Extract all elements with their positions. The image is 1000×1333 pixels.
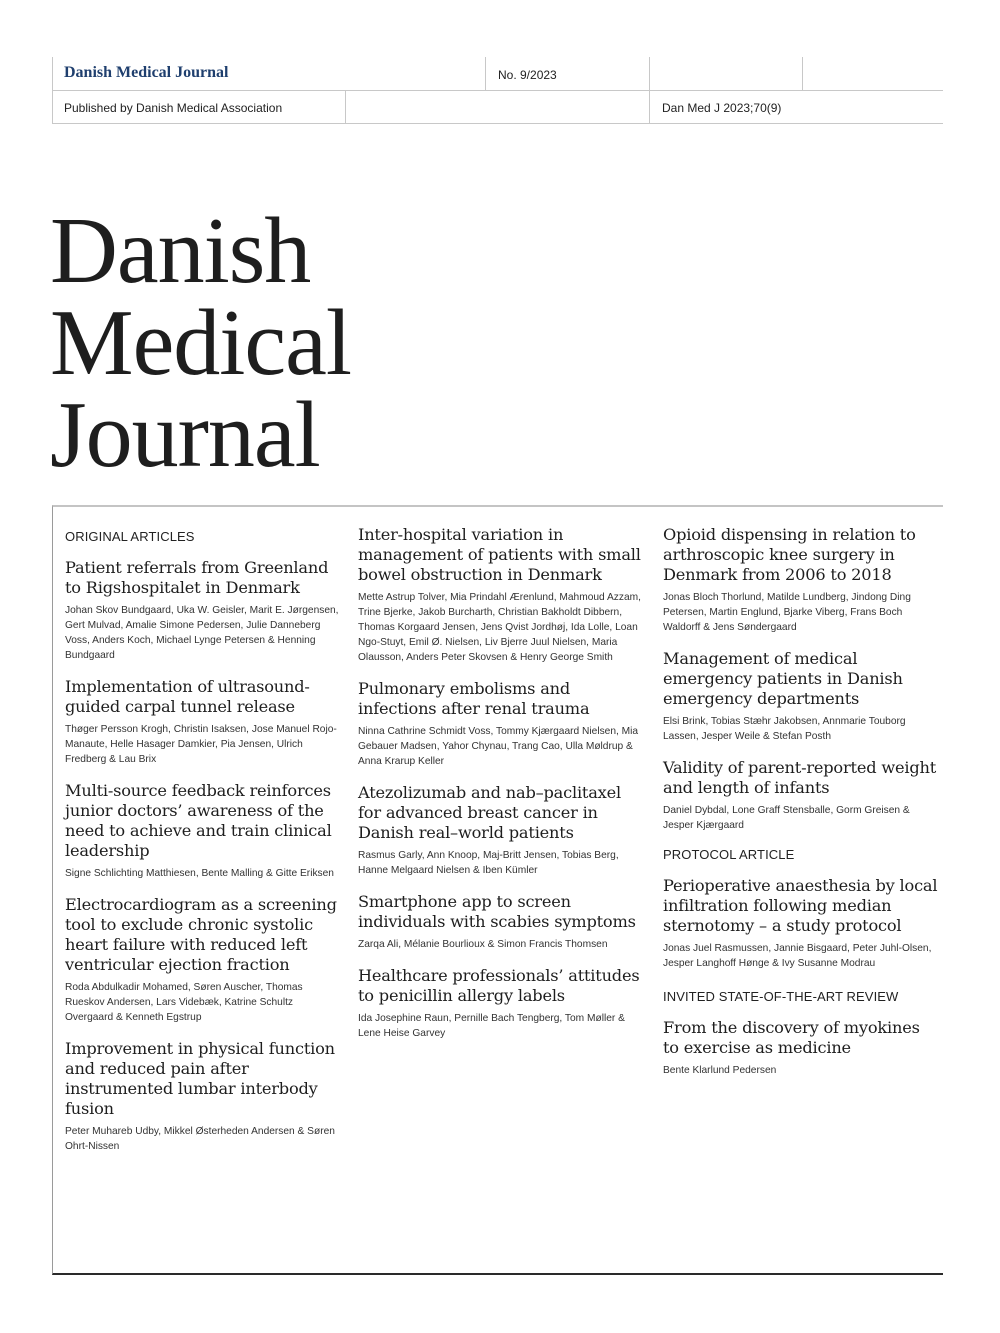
article-authors: Jonas Juel Rasmussen, Jannie Bisgaard, Peter Juhl-Olsen, Jesper Langhoff Hønge & Ivy Susanne Modrau xyxy=(663,943,932,969)
toc-column-1 xyxy=(65,521,340,1168)
article-title[interactable]: Electrocardiogram as a screening tool to exclude chronic systolic heart failure with reduced left ventricular ejection fraction xyxy=(65,895,337,974)
masthead-line: Journal xyxy=(50,383,320,487)
article-entry[interactable] xyxy=(65,781,340,881)
article-authors: Ninna Cathrine Schmidt Voss, Tommy Kjærgaard Nielsen, Mia Gebauer Madsen, Yahor Chynau, Trang Cao, Ulla Møldrup & Anna Krarup Keller xyxy=(358,726,639,767)
article-entry[interactable] xyxy=(663,1018,938,1078)
article-authors: Johan Skov Bundgaard, Uka W. Geisler, Marit E. Jørgensen, Gert Mulvad, Amalie Simone Pedersen, Julie Danneberg Voss, Anders Koch, Michael Lynge Petersen & Henning Bundgaard xyxy=(65,605,339,661)
article-entry[interactable] xyxy=(65,1039,340,1154)
toc-column-2 xyxy=(358,525,643,1055)
article-title[interactable]: Smartphone app to screen individuals with scabies symptoms xyxy=(358,892,636,931)
article-authors: Bente Klarlund Pedersen xyxy=(663,1065,777,1076)
article-authors: Roda Abdulkadir Mohamed, Søren Auscher, Thomas Rueskov Andersen, Lars Videbæk, Katrine Schultz Overgaard & Kenneth Egstrup xyxy=(65,982,303,1023)
section-label: ORIGINAL ARTICLES xyxy=(65,529,195,544)
masthead-line: Medical xyxy=(50,291,351,395)
section-label: INVITED STATE-OF-THE-ART REVIEW xyxy=(663,989,899,1004)
article-authors: Ida Josephine Raun, Pernille Bach Tengberg, Tom Møller & Lene Heise Garvey xyxy=(358,1013,625,1039)
article-title[interactable]: Improvement in physical function and reduced pain after instrumented lumbar interbody fusion xyxy=(65,1039,335,1118)
table-of-contents xyxy=(52,505,943,1275)
masthead-title xyxy=(50,199,351,487)
header-divider xyxy=(52,90,943,91)
article-title[interactable]: Multi-source feedback reinforces junior doctors’ awareness of the need to achieve and train clinical leadership xyxy=(65,781,332,860)
article-title[interactable]: Inter-hospital variation in management of patients with small bowel obstruction in Denmark xyxy=(358,525,641,584)
article-entry[interactable] xyxy=(358,892,643,952)
article-authors: Signe Schlichting Matthiesen, Bente Malling & Gitte Eriksen xyxy=(65,868,334,879)
article-authors: Daniel Dybdal, Lone Graff Stensballe, Gorm Greisen & Jesper Kjærgaard xyxy=(663,805,910,831)
article-entry[interactable] xyxy=(358,966,643,1041)
article-title[interactable]: Atezolizumab and nab–paclitaxel for advanced breast cancer in Danish real–world patients xyxy=(358,783,621,842)
article-title[interactable]: Healthcare professionals’ attitudes to penicillin allergy labels xyxy=(358,966,640,1005)
article-title[interactable]: Validity of parent-reported weight and length of infants xyxy=(663,758,937,797)
header-divider xyxy=(485,57,486,90)
publisher: Published by Danish Medical Association xyxy=(64,101,283,115)
article-entry[interactable] xyxy=(65,895,340,1025)
article-entry[interactable] xyxy=(65,558,340,663)
issue-number: No. 9/2023 xyxy=(498,68,557,82)
header-divider xyxy=(52,57,53,124)
citation: Dan Med J 2023;70(9) xyxy=(662,101,782,115)
article-title[interactable]: Perioperative anaesthesia by local infiltration following median sternotomy – a study protocol xyxy=(663,876,938,935)
article-authors: Thøger Persson Krogh, Christin Isaksen, Jose Manuel Rojo-Manaute, Helle Hasager Damkier, Pia Jensen, Ulrich Fredberg & Lau Brix xyxy=(65,724,337,765)
article-authors: Peter Muhareb Udby, Mikkel Østerheden Andersen & Søren Ohrt-Nissen xyxy=(65,1126,335,1152)
header-divider xyxy=(345,90,346,124)
toc-column-3 xyxy=(663,525,938,1092)
article-entry[interactable] xyxy=(663,876,938,971)
article-entry[interactable] xyxy=(65,677,340,767)
article-authors: Mette Astrup Tolver, Mia Prindahl Ærenlund, Mahmoud Azzam, Trine Bjerke, Jakob Burcharth, Christian Bakholdt Dibbern, Thomas Korgaard Jensen, Jens Qvist Jordhøj, Ida Lolle, Loan Ngo-Stuyt, Emil Ø. Nielsen, Liv Bjerre Juul Nielsen, Maria Olausson, Anders Peter Skovsen & Henry George Smith xyxy=(358,592,641,663)
article-title[interactable]: Management of medical emergency patients in Danish emergency departments xyxy=(663,649,903,708)
article-authors: Rasmus Garly, Ann Knoop, Maj-Britt Jensen, Tobias Berg, Hanne Melgaard Nielsen & Iben Kümler xyxy=(358,850,619,876)
article-title[interactable]: From the discovery of myokines to exercise as medicine xyxy=(663,1018,920,1057)
header-divider xyxy=(649,57,650,124)
article-authors: Jonas Bloch Thorlund, Matilde Lundberg, Jindong Ding Petersen, Martin Englund, Bjarke Viberg, Frans Boch Waldorff & Jens Søndergaard xyxy=(663,592,911,633)
header-divider xyxy=(802,57,803,90)
journal-brand: Danish Medical Journal xyxy=(64,64,229,81)
article-title[interactable]: Patient referrals from Greenland to Rigshospitalet in Denmark xyxy=(65,558,329,597)
article-entry[interactable] xyxy=(663,758,938,833)
journal-header xyxy=(52,57,943,124)
article-title[interactable]: Pulmonary embolisms and infections after renal trauma xyxy=(358,679,590,718)
article-authors: Zarqa Ali, Mélanie Bourlioux & Simon Francis Thomsen xyxy=(358,939,608,950)
header-divider xyxy=(52,123,943,124)
masthead-line: Danish xyxy=(50,199,311,303)
article-entry[interactable] xyxy=(663,649,938,744)
article-authors: Elsi Brink, Tobias Stæhr Jakobsen, Annmarie Touborg Lassen, Jesper Weile & Stefan Posth xyxy=(663,716,906,742)
article-title[interactable]: Opioid dispensing in relation to arthroscopic knee surgery in Denmark from 2006 to 2018 xyxy=(663,525,916,584)
article-title[interactable]: Implementation of ultrasound-guided carpal tunnel release xyxy=(65,677,310,716)
article-entry[interactable] xyxy=(358,679,643,769)
article-entry[interactable] xyxy=(358,783,643,878)
article-entry[interactable] xyxy=(663,525,938,635)
section-label: PROTOCOL ARTICLE xyxy=(663,847,795,862)
article-entry[interactable] xyxy=(358,525,643,665)
